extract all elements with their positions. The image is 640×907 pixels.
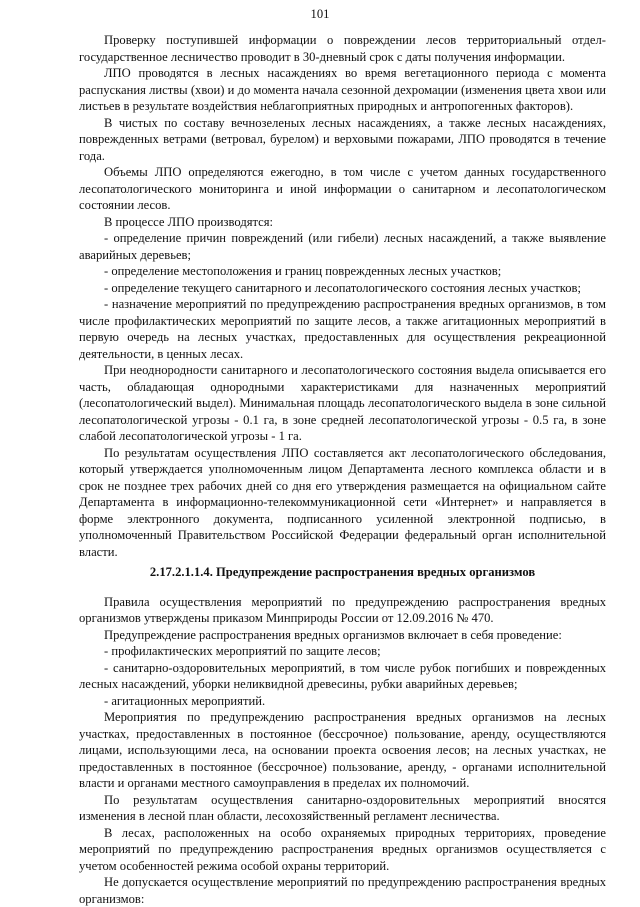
paragraph: В процессе ЛПО производятся: xyxy=(104,214,274,229)
list-item: - агитационных мероприятий. xyxy=(104,693,266,708)
list-item: - определение причин повреждений (или гибели) лесных насаждений, а также выявление аварийных деревьев; xyxy=(79,231,606,262)
paragraph: Объемы ЛПО определяются ежегодно, в том числе с учетом данных государственного лесопатологического мониторинга и иной информации о санитарном и лесопатологическом состоянии лесов. xyxy=(79,165,606,212)
paragraph: Правила осуществления мероприятий по предупреждению распространения вредных организмов утверждены приказом Минприроды России от 12.09.2016 № 470. xyxy=(79,594,606,625)
list-item: - определение текущего санитарного и лесопатологического состояния лесных участков; xyxy=(104,280,581,295)
paragraph: ЛПО проводятся в лесных насаждениях во время вегетационного периода с момента распускания листвы (хвои) и до момента начала сезонной дехромации (изменения цвета хвои или листьев в результате воздействия неблагоприятных природных и антропогенных факторов). xyxy=(79,66,606,113)
section-heading: 2.17.2.1.1.4. Предупреждение распространения вредных организмов xyxy=(149,565,536,579)
list-item: - определение местоположения и границ поврежденных лесных участков; xyxy=(104,264,502,278)
paragraph: Мероприятия по предупреждению распространения вредных организмов на лесных участках, предоставленных в постоянное (бессрочное) пользование, аренду, осуществляются лицами, использующими леса, на основании проекта освоения лесов; на лесных участках, не предоставленных в постоянное (бессрочное) пользование, аренду, - органами исполнительной власти и органами местного самоуправления в пределах их полномочий. xyxy=(79,710,606,790)
paragraph: В чистых по составу вечнозеленых лесных насаждениях, а также лесных насаждениях, поврежденных ветрами (ветровал, бурелом) и верховыми пожарами, ЛПО проводятся в течение года. xyxy=(79,115,606,163)
paragraph: Не допускается осуществление мероприятий по предупреждению распространения вредных организмов: xyxy=(79,875,606,906)
paragraph: При неоднородности санитарного и лесопатологического состояния выдела описывается его часть, обладающая однородными характеристиками для назначенных мероприятий (лесопатологический выдел). Минимальная площадь лесопатологического выдела в зоне сильной лесопатологической угрозы - 0.1 га, в зоне средней лесопатологической угрозы - 0.5 га, в зоне слабой лесопатологической угрозы - 1 га. xyxy=(79,363,606,443)
paragraph: По результатам осуществления ЛПО составляется акт лесопатологического обследования, который утверждается уполномоченным лицом Департамента лесного комплекса области и в срок не позднее трех рабочих дней со дня его утверждения размещается на официальном сайте Департамента в информационно-телекоммуникационной сети «Интернет» и направляется в форме электронного документа, подписанного усиленной электронной подписью, в уполномоченный Правительством Российской Федерации федеральный орган исполнительной власти. xyxy=(79,445,606,559)
paragraph: Предупреждение распространения вредных организмов включает в себя проведение: xyxy=(104,627,562,642)
list-item: - назначение мероприятий по предупреждению распространения вредных организмов, в том числе профилактических мероприятий по защите лесов, а также агитационных мероприятий в первую очередь на лесных участках, предоставленных для осуществления рекреационной деятельности, в ценных лесах. xyxy=(79,297,606,361)
paragraph: Проверку поступившей информации о повреждении лесов территориальный отдел-государственное лесничество проводит в 30-дневный срок с даты получения информации. xyxy=(79,33,606,64)
document-body xyxy=(79,32,606,907)
paragraph: В лесах, расположенных на особо охраняемых природных территориях, проведение мероприятий по предупреждению распространения вредных организмов осуществляется с учетом особенностей режима особой охраны территорий. xyxy=(79,825,606,873)
list-item: - санитарно-оздоровительных мероприятий, в том числе рубок погибших и поврежденных лесных насаждений, уборки неликвидной древесины, рубки аварийных деревьев; xyxy=(79,660,606,691)
page-number: 101 xyxy=(310,7,330,21)
list-item: - профилактических мероприятий по защите лесов; xyxy=(104,644,381,658)
paragraph: По результатам осуществления санитарно-оздоровительных мероприятий вносятся изменения в лесной план области, лесохозяйственный регламент лесничества. xyxy=(79,792,606,823)
